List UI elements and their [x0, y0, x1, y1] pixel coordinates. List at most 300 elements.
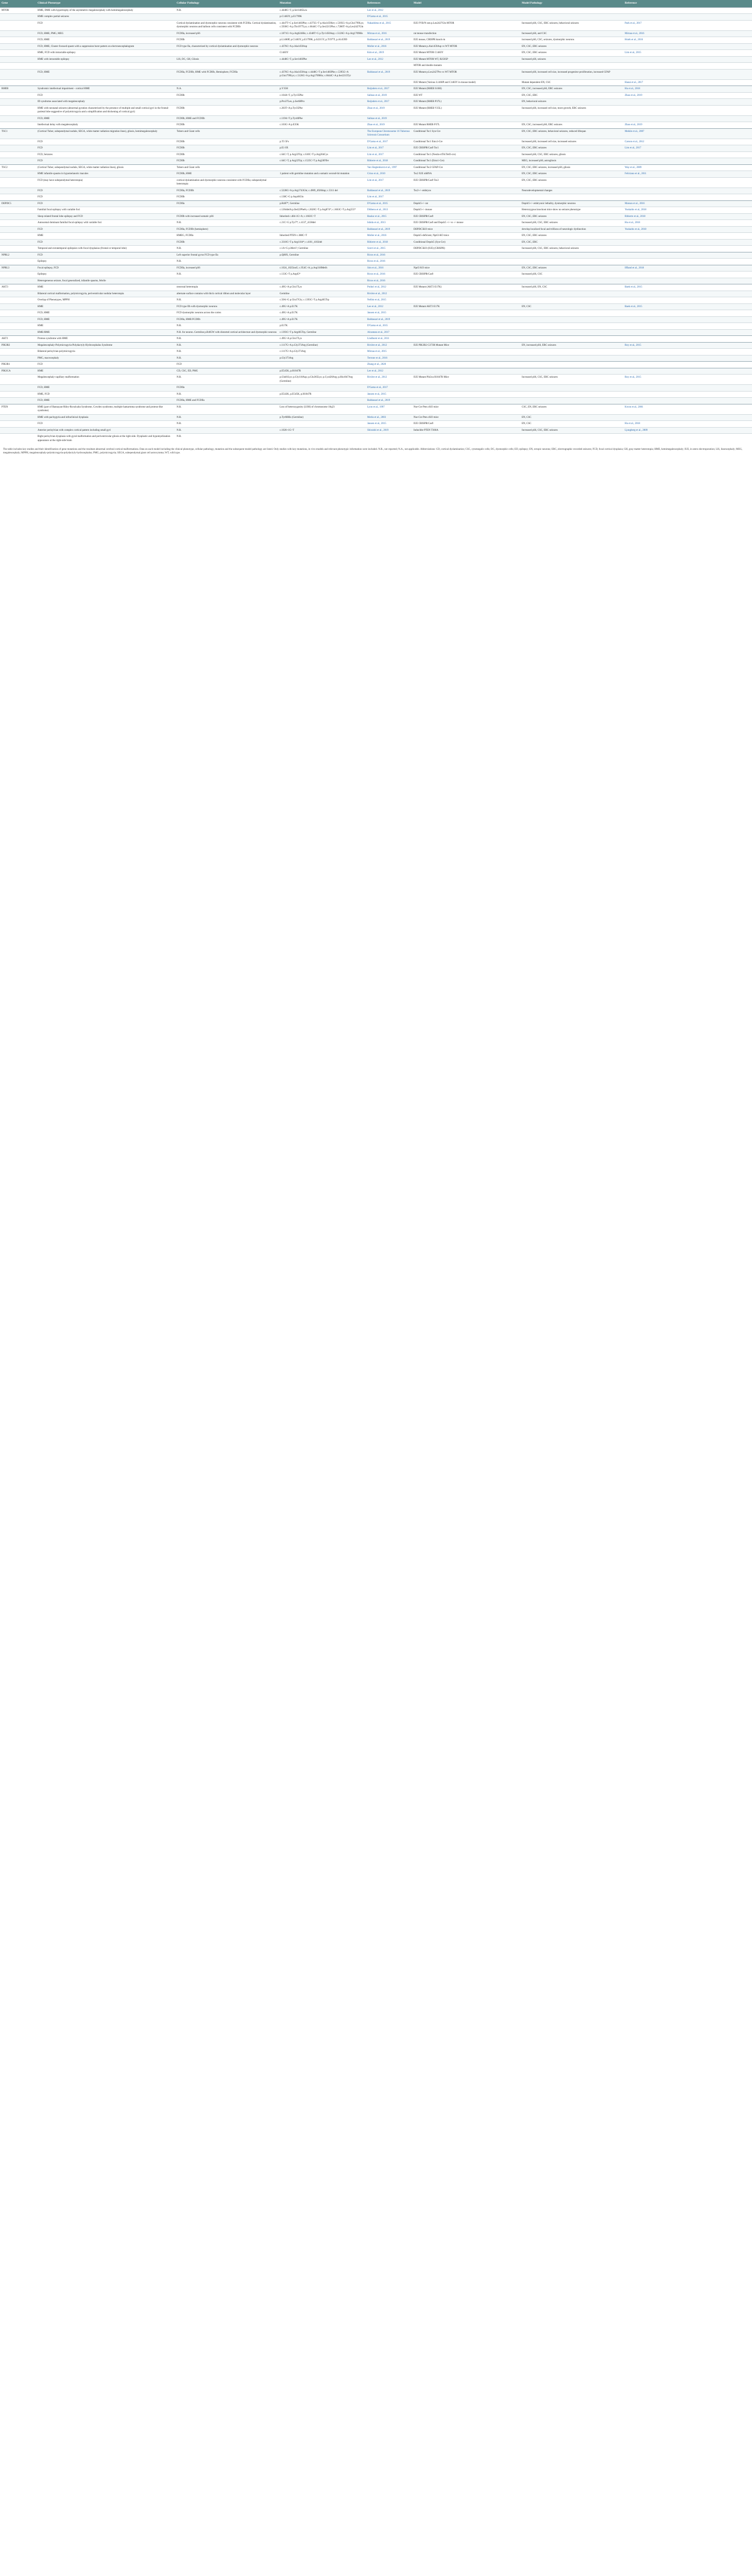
cell-model-reference[interactable]: Yuskaitis et al., 2018 [623, 226, 752, 233]
table-row [0, 56, 752, 63]
table-row [0, 434, 752, 444]
cell-cellular-pathology: FCDIIa, FCDIIb, HME with FCDIIb, Hemisphere, FCDIIa [175, 69, 278, 79]
cell-gene [0, 92, 36, 99]
cell-model-reference[interactable]: Feliciano et al., 2011 [623, 171, 752, 178]
cell-clinical-phenotype: Autosomal dominant familial focal epilepsy with variable foci [36, 220, 175, 227]
cell-gene [0, 194, 36, 201]
cell-cellular-pathology [175, 207, 278, 214]
cell-model-reference [623, 14, 752, 21]
cell-model-pathology [520, 355, 623, 362]
cell-mutation: c.49G>A p.Glu17Lys [278, 284, 366, 291]
cell-reference[interactable]: Alcantara et al., 2017 [366, 329, 412, 336]
cell-gene: MTOR [0, 7, 36, 14]
cell-model-pathology [520, 329, 623, 336]
cell-model [412, 7, 520, 14]
header-reference: Reference [623, 0, 752, 7]
cell-mutation: c.138C>G p.Asp46Glu [278, 194, 366, 201]
cell-reference[interactable]: Rivière et al., 2012 [366, 291, 412, 297]
cell-model: Nse-Cre Pten cKO mice [412, 404, 520, 414]
cell-model-pathology: MEG, increased pS6, astrogliosis [520, 158, 623, 165]
cell-mutation: p.L1460P, p.C1483Y, p.E1799K, p.S2215Y, p.T1977I, p.A1459D [278, 37, 366, 44]
cell-clinical-phenotype: HME, DME with hypertrophy of the asymmetric megalencephaly with hemimegalencephaly [36, 7, 175, 14]
cell-model: DEPDC5KO mice [412, 226, 520, 233]
cell-cellular-pathology: FCDIIb [175, 194, 278, 201]
cell-model [412, 336, 520, 343]
cell-model-pathology [520, 368, 623, 375]
cell-mutation: p.E1 0X [278, 145, 366, 152]
cell-cellular-pathology: alternate surface contains with thick cortical ribbon and molecular layer [175, 291, 278, 297]
cell-clinical-phenotype: ID syndrome associated with megalencephaly [36, 99, 175, 106]
cell-gene [0, 239, 36, 246]
table-row [0, 233, 752, 240]
cell-model-pathology: develop localized focal and trillions of neurologic dysfunction [520, 226, 623, 233]
cell-reference[interactable]: Baldassari et al., 2019 [366, 226, 412, 233]
table-row [0, 239, 752, 246]
cell-mutation: p.Glu81Lys; p.Gly118Asp; p.Glu365Lys; p.Cys420Arg; p.His1047Arg (Germline) [278, 375, 366, 385]
cell-clinical-phenotype: Temporal and extratemporal epilepsies with focal dysplasias (frontal or temporal lobe) [36, 246, 175, 252]
cell-model-reference [623, 194, 752, 201]
cell-model-pathology: Increased pS6, CSC, ERC seizures [520, 375, 623, 385]
cell-reference[interactable]: Terrone et al., 2016 [366, 355, 412, 362]
cell-clinical-phenotype: HME/HME [36, 329, 175, 336]
cell-clinical-phenotype: HME, FCD [36, 391, 175, 398]
cell-model-reference[interactable]: Hu et al., 2018 [623, 220, 752, 227]
cell-reference[interactable]: Baldassari et al., 2019 [366, 398, 412, 404]
cell-mutation: c.5228G>A p.Arg1743Gln; c.4909_4920dup; c.5311 del [278, 188, 366, 194]
cell-model-reference [623, 368, 752, 375]
cell-reference[interactable]: Salinas et al., 2019 [366, 92, 412, 99]
cell-reference[interactable]: Lim et al., 2017 [366, 177, 412, 188]
cell-model: IUE mouse, CRISPR knock-in [412, 37, 520, 44]
cell-reference[interactable]: Scerri et al., 2015 [366, 246, 412, 252]
cell-model-pathology: Neurodevelopmental changes [520, 188, 623, 194]
cell-model-reference [623, 239, 752, 246]
cell-reference[interactable]: Lim et al., 2017 [366, 151, 412, 158]
table-row [0, 99, 752, 106]
table-row [0, 171, 752, 178]
cell-model-reference [623, 434, 752, 444]
cell-cellular-pathology: FCDIIb [175, 37, 278, 44]
cell-clinical-phenotype: HME [36, 284, 175, 291]
cell-mutation: c.49G>A p.Glu17Lys [278, 336, 366, 343]
cell-model: Depdc5+/- mouse [412, 207, 520, 214]
cell-reference[interactable]: Van Slegtenhorst et al., 1997 [366, 164, 412, 171]
cell-reference[interactable]: Lee et al., 2012 [366, 7, 412, 14]
cell-cellular-pathology: N.R. for neuron. Germline p.R465W with distorted cortical architecture and dysmorphic neurons [175, 329, 278, 336]
cell-reference[interactable]: Rivière et al., 2012 [366, 342, 412, 349]
cell-reference[interactable]: Zhao et al., 2019 [366, 105, 412, 115]
cell-model: Conditional Tsc2 GFAP-Cre [412, 164, 520, 171]
table-row [0, 342, 752, 349]
cell-gene [0, 145, 36, 152]
cell-model [412, 368, 520, 375]
cell-model [412, 329, 520, 336]
cell-clinical-phenotype: FCD [36, 158, 175, 165]
cell-model-reference [623, 398, 752, 404]
cell-mutation: p.Tyr68His (Germline) [278, 414, 366, 421]
cell-reference[interactable]: Mirzaa et al., 2016 [366, 30, 412, 37]
cell-reference [366, 63, 412, 70]
cell-mutation [278, 128, 366, 139]
cell-gene [0, 151, 36, 158]
cell-model-pathology: EN, CSC, ERC seizures [520, 50, 623, 57]
cell-clinical-phenotype: Focal epilepsy, FCD [36, 265, 175, 272]
cell-mutation: c.4448C>T, p.Ser1485Leu [278, 7, 366, 14]
cell-clinical-phenotype: Epilepsy [36, 259, 175, 265]
cell-model-reference[interactable]: Hu et al., 2018 [623, 421, 752, 428]
cell-cellular-pathology: N.R. [175, 349, 278, 355]
cell-reference[interactable]: Baulac et al., 2015 [366, 213, 412, 220]
cell-gene [0, 207, 36, 214]
cell-model-reference [623, 105, 752, 115]
cell-gene [0, 259, 36, 265]
cell-cellular-pathology: FCDIIb [175, 151, 278, 158]
cell-reference[interactable]: Lim et al., 2017 [366, 145, 412, 152]
cell-clinical-phenotype: Bilateral perisylvian polymicrogyria [36, 349, 175, 355]
cell-gene [0, 297, 36, 304]
cell-clinical-phenotype: FCD [36, 226, 175, 233]
cell-model-reference [623, 414, 752, 421]
cell-mutation [278, 398, 366, 404]
cell-reference[interactable]: Baldassari et al., 2019 [366, 69, 412, 79]
cell-model-reference[interactable]: Iffland et al., 2018 [623, 265, 752, 272]
cell-model-reference [623, 151, 752, 158]
cell-model-pathology: Increased pS6, seizures [520, 56, 623, 63]
cell-reference[interactable]: Moller et al., 2016 [366, 233, 412, 240]
cell-reference[interactable]: Ricos et al., 2016 [366, 272, 412, 278]
cell-mutation: p.T3 5Fs [278, 139, 366, 145]
cell-model-reference[interactable]: Yuskaitis et al., 2018 [623, 207, 752, 214]
cell-clinical-phenotype: HME, FCD with intractable epilepsy [36, 50, 175, 57]
cell-reference[interactable]: Ishida et al., 2013 [366, 220, 412, 227]
cell-model-reference[interactable]: Lim et al., 2015 [623, 50, 752, 57]
cell-gene [0, 37, 36, 44]
cell-reference[interactable]: Baldassari et al., 2019 [366, 316, 412, 323]
cell-cellular-pathology: N.A. [175, 86, 278, 93]
cell-model-pathology: Depdc5+/- embryonic lethality, dysmorphic neurons [520, 200, 623, 207]
table-row [0, 139, 752, 145]
cell-model-reference [623, 391, 752, 398]
cell-cellular-pathology: FCDIIa, increased pS6 [175, 265, 278, 272]
cell-cellular-pathology: FCDIIa, HME/FCDIIb [175, 316, 278, 323]
table-row [0, 79, 752, 86]
cell-mutation: p.R487*, Germline [278, 200, 366, 207]
cell-reference [366, 79, 412, 86]
cell-model-pathology: Increased pS6, increased cell size, increased progenitor proliferation, increased GFAP [520, 69, 623, 79]
cell-clinical-phenotype: Right perisylvian dysplasia with gyral malformation and periventricular gliosis at the right side. Dysplastic and hypomyelination appearance at the right-side brain [36, 434, 175, 444]
cell-model [412, 297, 520, 304]
cell-gene [0, 310, 36, 317]
table-row [0, 213, 752, 220]
table-row [0, 284, 752, 291]
cell-reference[interactable]: Nellist et al., 2015 [366, 297, 412, 304]
cell-model-reference[interactable]: Hsieh et al., 2016 [623, 37, 752, 44]
cell-clinical-phenotype: FCD, HME [36, 310, 175, 317]
cell-reference[interactable]: Crino et al., 2010 [366, 171, 412, 178]
cell-clinical-phenotype: FCD [36, 145, 175, 152]
cell-reference[interactable]: Nakashima et al., 2015 [366, 20, 412, 30]
cell-cellular-pathology: FCDIIb, HME [175, 171, 278, 178]
cell-clinical-phenotype: HME complex partial seizures [36, 14, 175, 21]
cell-model-pathology: EN, CSC, ERC seizures [520, 233, 623, 240]
cell-clinical-phenotype: FCD [36, 20, 175, 30]
cell-reference[interactable]: D'Gama et al., 2017 [366, 385, 412, 392]
cell-model-pathology [520, 362, 623, 368]
cell-gene [0, 278, 36, 284]
cell-reference[interactable]: Ricos et al., 2016 [366, 252, 412, 259]
cell-cellular-pathology: FCDIIa, FCDIIb (hemisphere) [175, 226, 278, 233]
cell-reference[interactable]: D'Gama et al., 2015 [366, 14, 412, 21]
cell-reference[interactable]: Lim et al., 2017 [366, 194, 412, 201]
cell-model-reference[interactable]: Ljungberg et al., 2009 [623, 427, 752, 434]
table-row [0, 427, 752, 434]
cell-model-reference[interactable]: Carson et al., 2012 [623, 139, 752, 145]
table-row [0, 194, 752, 201]
cell-model [412, 316, 520, 323]
cell-reference[interactable]: Reijnders et al., 2017 [366, 86, 412, 93]
table-row [0, 355, 752, 362]
cell-cellular-pathology: cortical dyslamination and dysmorphic neurons consistent with FCDIIa; subependymal heterotopia [175, 177, 278, 188]
cell-model-reference [623, 99, 752, 106]
cell-model-reference[interactable]: Zhao et al., 2019 [623, 122, 752, 129]
cell-mutation: c.119A>T p.Tyr40Phe [278, 115, 366, 122]
cell-reference[interactable]: Rivière et al., 2012 [366, 375, 412, 385]
cell-model-reference[interactable]: Marsan et al., 2016 [623, 200, 752, 207]
cell-reference[interactable]: Baldassari et al., 2019 [366, 37, 412, 44]
cell-reference[interactable]: Salinas et al., 2019 [366, 115, 412, 122]
cell-reference[interactable]: D'Gama et al., 2017 [366, 139, 412, 145]
cell-model-reference [623, 329, 752, 336]
table-row [0, 7, 752, 14]
cell-mutation: c.4448C>T, p.Ser1483Phe [278, 56, 366, 63]
cell-reference[interactable]: D'Gama et al., 2015 [366, 323, 412, 330]
cell-reference[interactable]: D'Gama et al., 2015 [366, 200, 412, 207]
cell-reference[interactable]: Lyon et al., 1997 [366, 404, 412, 414]
cell-gene [0, 246, 36, 252]
cell-model-reference [623, 259, 752, 265]
cell-reference[interactable]: Poduri et al., 2012 [366, 284, 412, 291]
cell-model [412, 252, 520, 259]
cell-clinical-phenotype: FCD, HME [36, 316, 175, 323]
cell-gene [0, 323, 36, 330]
table-row [0, 404, 752, 414]
cell-model-reference[interactable]: Baek et al., 2015 [623, 284, 752, 291]
cell-cellular-pathology: FCD type IIa, characterized by cortical dyslamination and dysmorphic neurons [175, 43, 278, 50]
table-row [0, 336, 752, 343]
cell-clinical-phenotype: Intellectual delay with megalencephaly [36, 122, 175, 129]
cell-cellular-pathology: LIS, DC, GH, Gliosis [175, 56, 278, 63]
cell-model: rat mouse transfection [412, 30, 520, 37]
cell-model: IUE Mutant (AKT3 E17K) [412, 284, 520, 291]
cell-clinical-phenotype: FCD, HME [36, 385, 175, 392]
cell-model-pathology: Heterozygous knockout mice show no seizure phenotype [520, 207, 623, 214]
cell-model-reference [623, 362, 752, 368]
cell-model-reference [623, 7, 752, 14]
cell-reference[interactable]: Ricos et al., 2016 [366, 278, 412, 284]
cell-gene [0, 20, 36, 30]
cell-mutation [278, 434, 366, 444]
cell-reference[interactable]: Lindhurst et al., 2011 [366, 336, 412, 343]
cell-model-pathology [520, 336, 623, 343]
cell-model-reference[interactable]: Hu et al., 2018 [623, 86, 752, 93]
cell-reference[interactable]: Baldassari et al., 2019 [366, 188, 412, 194]
cell-model-reference [623, 323, 752, 330]
cell-reference[interactable]: Jansen et al., 2015 [366, 421, 412, 428]
cell-model-reference [623, 56, 752, 63]
cell-clinical-phenotype: (Cortical Tuber, subependymal nodule, SEGA, white matter radiation migration lines), gliosis, hemimegalencephaly [36, 128, 175, 139]
header-clinical-phenotype: Clinical Phenotype [36, 0, 175, 7]
table-row [0, 349, 752, 355]
cell-cellular-pathology: FCDIIb with increased somatic pS6 [175, 213, 278, 220]
cell-reference[interactable]: Sim et al., 2016 [366, 265, 412, 272]
cell-model-pathology: Increased pS6, CSC [520, 272, 623, 278]
cell-reference[interactable]: Ricos et al., 2016 [366, 259, 412, 265]
cell-reference[interactable]: Ribierre et al., 2018 [366, 239, 412, 246]
cell-reference[interactable]: Shiraishi et al., 2019 [366, 427, 412, 434]
cell-gene [0, 272, 36, 278]
cell-clinical-phenotype: FCD [36, 421, 175, 428]
cell-mutation [278, 362, 366, 368]
cell-model-reference[interactable]: Lim et al., 2017 [623, 145, 752, 152]
cell-gene: TSC2 [0, 164, 36, 171]
cell-mutation: c.4376C>A p.Ala1459Asp; c.4448C>T p.Ser1483Phe; c.5395G>A p.Glu1799Lys; c.5126G>A p.Arg1709His; c.6644C>A p.Ser2215Tyr [278, 69, 366, 79]
cell-model-pathology: Increased pS6, CSC, ERC seizures, gliosis [520, 151, 623, 158]
cell-gene [0, 385, 36, 392]
cell-model: Inducible PTEN T366A [412, 427, 520, 434]
cell-reference[interactable]: Jansen et al., 2015 [366, 310, 412, 317]
cell-mutation: c.203T>A p.Tyr35Phe [278, 105, 366, 115]
cell-gene: RHEB [0, 86, 36, 93]
cell-gene [0, 220, 36, 227]
cell-model-reference[interactable]: Mirzaa et al., 2016 [623, 30, 752, 37]
cell-model [412, 391, 520, 398]
cell-reference[interactable]: Jansen et al., 2015 [366, 391, 412, 398]
cell-cellular-pathology: Tubers and Giant cells [175, 164, 278, 171]
table-body [0, 7, 752, 444]
cell-model-reference[interactable]: Roy et al., 2015 [623, 342, 752, 349]
cell-model: Nprl3 KO mice [412, 265, 520, 272]
cell-model-reference[interactable]: Baek et al., 2015 [623, 303, 752, 310]
cell-model-pathology: EN, CSC, ERC seizures [520, 145, 623, 152]
cell-clinical-phenotype: Sleep related frontal lobe epilepsy and FCD [36, 213, 175, 220]
cell-model-reference[interactable]: Ribierre et al., 2018 [623, 213, 752, 220]
cell-model-pathology: EN, CSC, ERC seizures [520, 177, 623, 188]
cell-gene [0, 421, 36, 428]
cell-clinical-phenotype: FCD [36, 92, 175, 99]
cell-clinical-phenotype: Familial focal epilepsy with variable foci [36, 207, 175, 214]
table-row [0, 414, 752, 421]
cell-model: IUE CRISPR/Cas9 and Depdc5 +/- vs -/- mouse [412, 220, 520, 227]
cell-model-reference[interactable]: Kwon et al., 2001 [623, 404, 752, 414]
cell-reference[interactable]: Lee et al., 2012 [366, 56, 412, 63]
cell-reference[interactable]: Kim et al., 2019 [366, 50, 412, 57]
cell-model: Conditional Tsc1 Syn-Cre [412, 128, 520, 139]
cell-clinical-phenotype: Overlap of Phenotypes, MPPH [36, 297, 175, 304]
cell-cellular-pathology [175, 14, 278, 21]
cell-clinical-phenotype: Proteus syndrome with HME [36, 336, 175, 343]
header-row [0, 0, 752, 7]
cell-gene [0, 171, 36, 178]
cell-model: IUE FVB/N rats p.Leu2427Gln MTOR [412, 20, 520, 30]
cell-mutation: p.Y35H [278, 86, 366, 93]
cell-reference[interactable]: Ribierre et al., 2018 [366, 158, 412, 165]
cell-gene: PIK3R1 [0, 362, 36, 368]
cell-gene [0, 43, 36, 50]
cell-reference[interactable]: Lee et al., 2012 [366, 368, 412, 375]
table-row [0, 398, 752, 404]
table-row [0, 92, 752, 99]
cell-cellular-pathology [175, 278, 278, 284]
table-row [0, 385, 752, 392]
cell-model: Conditional Tsc1 (Nestin-rtTA/TetO-cre) [412, 151, 520, 158]
cell-clinical-phenotype: FCD [36, 188, 175, 194]
cell-mutation: p.Gly373Arg [278, 355, 366, 362]
cell-reference[interactable]: Reijnders et al., 2017 [366, 99, 412, 106]
cell-mutation: c.104A>T, p.Tyr35Phe [278, 92, 366, 99]
cell-model-reference[interactable]: Park et al., 2017 [623, 20, 752, 30]
cell-mutation: c.1024_1025insG; c.954C>A; p.Asp318Metfs [278, 265, 366, 272]
cell-reference[interactable]: The European Chromosome 16 Tuberous Sclerosis Consortium [366, 128, 412, 139]
cell-reference[interactable]: Lee et al., 2012 [366, 303, 412, 310]
table-row [0, 310, 752, 317]
cell-model-reference[interactable]: Zhao et al., 2019 [623, 92, 752, 99]
cell-gene: DEPDC5 [0, 200, 36, 207]
cell-gene: AKT1 [0, 336, 36, 343]
cell-clinical-phenotype: HME (part of Bannayan-Riley-Ruvalcaba Syndrome, Cowden syndrome, multiple hamartoma syndrome and proteus-like syndrome) [36, 404, 175, 414]
table-row [0, 128, 752, 139]
cell-reference[interactable]: Zhang et al., 2020 [366, 362, 412, 368]
cell-clinical-phenotype: HME [36, 368, 175, 375]
cell-reference[interactable]: Merks et al., 2003 [366, 414, 412, 421]
cell-cellular-pathology: Cortical dyslamination and dysmorphic neurons consistent with FCDIIa. Cortical dyslamination, dysmorphic neurons and balloon cells consistent with FCDIIb [175, 20, 278, 30]
cell-model-reference [623, 115, 752, 122]
cell-mutation: c.1264delA p.Ile422Phefs; c.2620C>T p.Arg874*; c.1663C>T p.Arg555* [278, 207, 366, 214]
cell-reference[interactable]: Moller et al., 2016 [366, 43, 412, 50]
cell-model-reference[interactable]: Meikle et al., 2007 [623, 128, 752, 139]
cell-model: Tsc2+/- embryos [412, 188, 520, 194]
cell-reference[interactable]: Mirzaa et al., 2015 [366, 349, 412, 355]
cell-model-pathology [520, 278, 623, 284]
cell-model: IUE Mutant (RHEB Y35L) [412, 105, 520, 115]
cell-reference[interactable]: Dibbens et al., 2013 [366, 207, 412, 214]
cell-cellular-pathology: N.R. [175, 427, 278, 434]
cell-model-reference[interactable]: Hanai et al., 2017 [623, 79, 752, 86]
cell-gene: NPRL3 [0, 265, 36, 272]
cell-clinical-phenotype [36, 63, 175, 70]
cell-clinical-phenotype: FCD, HME, PMG, MEG [36, 30, 175, 37]
cell-model-pathology: EN, CSC, increased pS6, ERC seizures [520, 86, 623, 93]
cell-model-pathology [520, 115, 623, 122]
cell-cellular-pathology: FCDIIa, FCDIIb [175, 188, 278, 194]
cell-model-reference [623, 310, 752, 317]
cell-model: Depdc5+/- rat [412, 200, 520, 207]
cell-model-reference[interactable]: Way et al., 2009 [623, 164, 752, 171]
table-row [0, 278, 752, 284]
cell-cellular-pathology: N.R. [175, 336, 278, 343]
cell-model-pathology: CSC, EN, ERC seizures [520, 404, 623, 414]
cell-model [412, 362, 520, 368]
cell-model-reference[interactable]: Roy et al., 2015 [623, 375, 752, 385]
cell-model-pathology: EN, CSC, ERC seizures, behavioral seizures, reduced lifespan [520, 128, 623, 139]
table-row [0, 63, 752, 70]
header-model-pathology: Model Pathology [520, 0, 623, 7]
cell-gene [0, 355, 36, 362]
cell-cellular-pathology: FCDIIb [175, 239, 278, 246]
cell-gene [0, 349, 36, 355]
cell-cellular-pathology: N.R. [175, 421, 278, 428]
table-row [0, 362, 752, 368]
cell-reference[interactable]: Zhao et al., 2019 [366, 122, 412, 129]
